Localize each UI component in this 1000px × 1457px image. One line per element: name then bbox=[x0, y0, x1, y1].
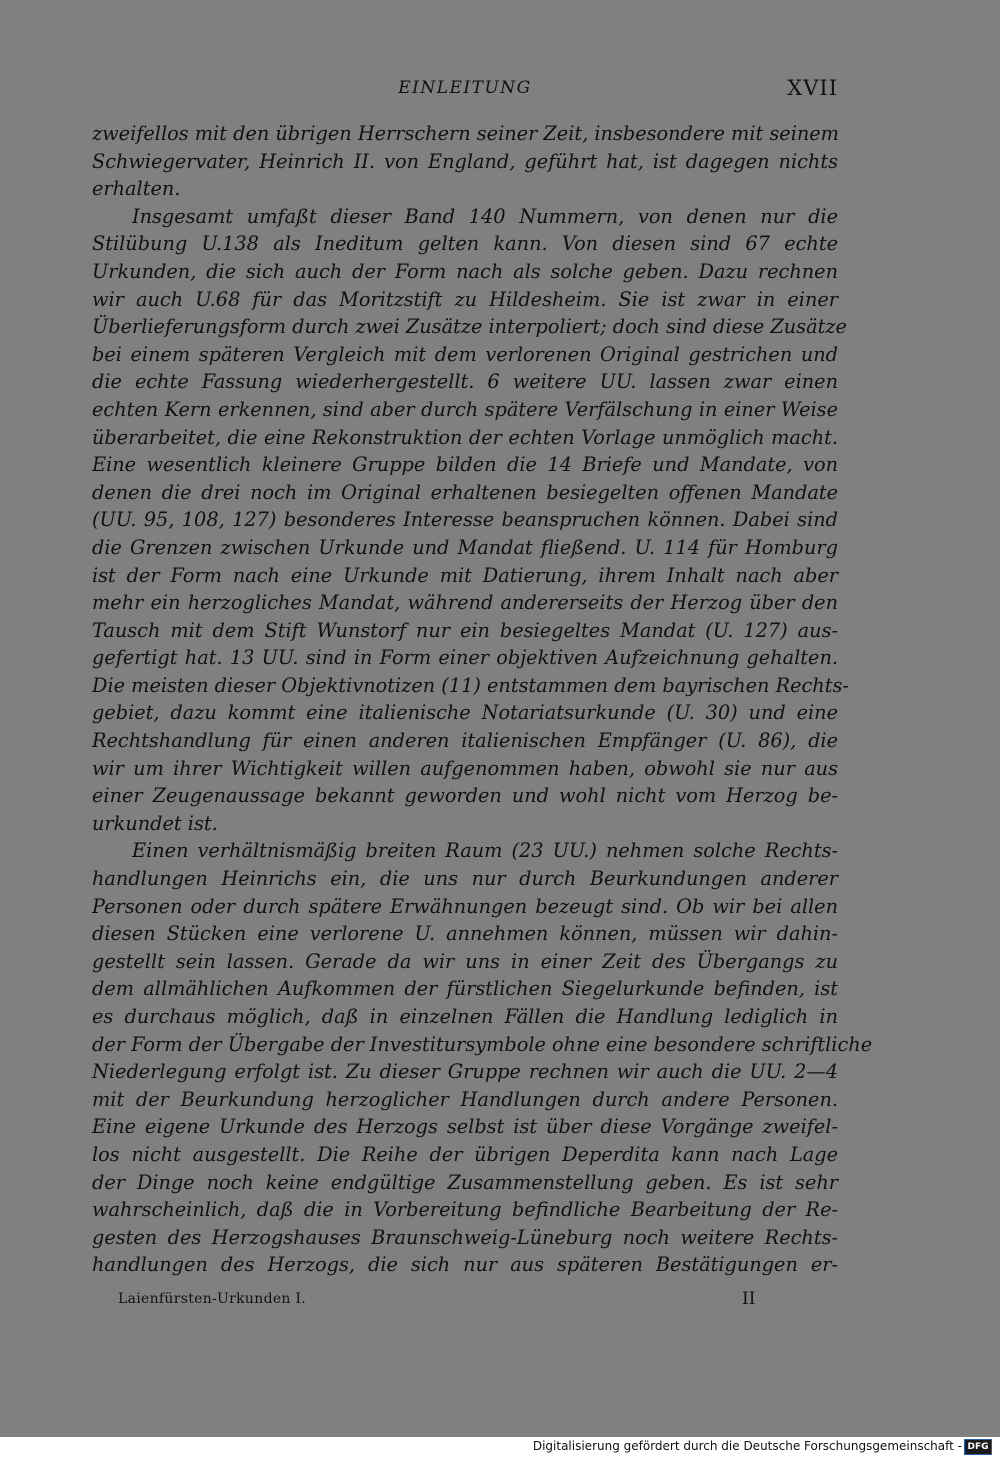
text-line: echten Kern erkennen, sind aber durch spätere Verfälschung in einer Weise bbox=[92, 397, 838, 421]
text-line: gefertigt hat. 13 UU. sind in Form einer objektiven Aufzeichnung gehalten. bbox=[92, 646, 838, 670]
text-line: mehr ein herzogliches Mandat, während andererseits der Herzog über den bbox=[92, 591, 838, 615]
body-text bbox=[92, 120, 873, 1279]
text-line: die Grenzen zwischen Urkunde und Mandat fließend. U. 114 für Homburg bbox=[92, 535, 838, 559]
running-title: EINLEITUNG bbox=[398, 78, 532, 98]
text-line: Die meisten dieser Objektivnotizen (11) entstammen dem bayrischen Rechts- bbox=[92, 673, 849, 697]
text-line: Überlieferungsform durch zwei Zusätze interpoliert; doch sind diese Zusätze bbox=[92, 315, 847, 339]
text-line: Stilübung U.138 als Ineditum gelten kann. Von diesen sind 67 echte bbox=[92, 232, 838, 256]
text-line: gebiet, dazu kommt eine italienische Notariatsurkunde (U. 30) und eine bbox=[92, 701, 838, 725]
text-line: handlungen Heinrichs ein, die uns nur durch Beurkundungen anderer bbox=[92, 867, 838, 891]
text-line: los nicht ausgestellt. Die Reihe der übrigen Deperdita kann nach Lage bbox=[92, 1142, 838, 1166]
text-line: wahrscheinlich, daß die in Vorbereitung befindliche Bearbeitung der Re- bbox=[92, 1198, 838, 1222]
text-line: denen die drei noch im Original erhaltenen besiegelten offenen Mandate bbox=[92, 480, 838, 504]
signature-mark: II bbox=[742, 1289, 756, 1309]
text-line: ist der Form nach eine Urkunde mit Datierung, ihrem Inhalt nach aber bbox=[92, 563, 838, 587]
text-line: gestellt sein lassen. Gerade da wir uns in einer Zeit des Übergangs zu bbox=[92, 949, 838, 973]
text-line: Eine wesentlich kleinere Gruppe bilden die 14 Briefe und Mandate, von bbox=[92, 453, 838, 477]
page-footer bbox=[92, 1287, 838, 1311]
text-line: urkundet ist. bbox=[92, 811, 218, 835]
text-line: es durchaus möglich, daß in einzelnen Fällen die Handlung lediglich in bbox=[92, 1005, 838, 1028]
page-header bbox=[92, 76, 838, 104]
text-line: Niederlegung erfolgt ist. Zu dieser Gruppe rechnen wir auch die UU. 2—4 bbox=[92, 1060, 838, 1084]
text-line: Einen verhältnismäßig breiten Raum (23 UU.) nehmen solche Rechts- bbox=[132, 839, 838, 863]
text-line: Urkunden, die sich auch der Form nach als solche geben. Dazu rechnen bbox=[92, 259, 838, 283]
text-line: Eine eigene Urkunde des Herzogs selbst ist über diese Vorgänge zweifel- bbox=[92, 1115, 838, 1139]
text-line: wir um ihrer Wichtigkeit willen aufgenommen haben, obwohl sie nur aus bbox=[92, 756, 838, 780]
text-line: erhalten. bbox=[92, 177, 181, 201]
text-line: diesen Stücken eine verlorene U. annehmen können, müssen wir dahin- bbox=[92, 922, 838, 946]
text-line: mit der Beurkundung herzoglicher Handlungen durch andere Personen. bbox=[92, 1087, 838, 1111]
dfg-logo: DFG bbox=[964, 1439, 992, 1455]
text-line: Rechtshandlung für einen anderen italienischen Empfänger (U. 86), die bbox=[92, 729, 838, 753]
text-line: handlungen des Herzogs, die sich nur aus späteren Bestätigungen er- bbox=[92, 1253, 838, 1277]
text-line: Personen oder durch spätere Erwähnungen bezeugt sind. Ob wir bei allen bbox=[92, 894, 838, 918]
text-line: Insgesamt umfaßt dieser Band 140 Nummern, von denen nur die bbox=[132, 204, 838, 228]
text-line: wir auch U.68 für das Moritzstift zu Hildesheim. Sie ist zwar in einer bbox=[92, 287, 838, 311]
text-line: einer Zeugenaussage bekannt geworden und wohl nicht vom Herzog be- bbox=[92, 784, 838, 808]
text-line: überarbeitet, die eine Rekonstruktion der echten Vorlage unmöglich macht. bbox=[92, 425, 838, 449]
text-line: Schwiegervater, Heinrich II. von England, geführt hat, ist dagegen nichts bbox=[92, 149, 838, 173]
text-line: dem allmählichen Aufkommen der fürstlichen Siegelurkunde befinden, ist bbox=[92, 977, 838, 1001]
text-line: der Dinge noch keine endgültige Zusammenstellung geben. Es ist sehr bbox=[92, 1170, 838, 1194]
text-line: (UU. 95, 108, 127) besonderes Interesse beanspruchen können. Dabei sind bbox=[92, 508, 838, 532]
text-line: gesten des Herzogshauses Braunschweig-Lüneburg noch weitere Rechts- bbox=[92, 1225, 838, 1249]
signature-line: Laienfürsten-Urkunden I. bbox=[118, 1291, 307, 1307]
page-number: XVII bbox=[787, 76, 838, 100]
text-line: die echte Fassung wiederhergestellt. 6 weitere UU. lassen zwar einen bbox=[92, 370, 838, 394]
text-line: bei einem späteren Vergleich mit dem verlorenen Original gestrichen und bbox=[92, 342, 838, 366]
text-line: der Form der Übergabe der Investitursymbole ohne eine besondere schriftliche bbox=[92, 1032, 873, 1056]
text-line: zweifellos mit den übrigen Herrschern seiner Zeit, insbesondere mit seinem bbox=[92, 122, 839, 145]
text-line: Tausch mit dem Stift Wunstorf nur ein besiegeltes Mandat (U. 127) aus- bbox=[92, 618, 838, 642]
digitization-note: Digitalisierung gefördert durch die Deutsche Forschungsgemeinschaft - bbox=[532, 1439, 962, 1453]
